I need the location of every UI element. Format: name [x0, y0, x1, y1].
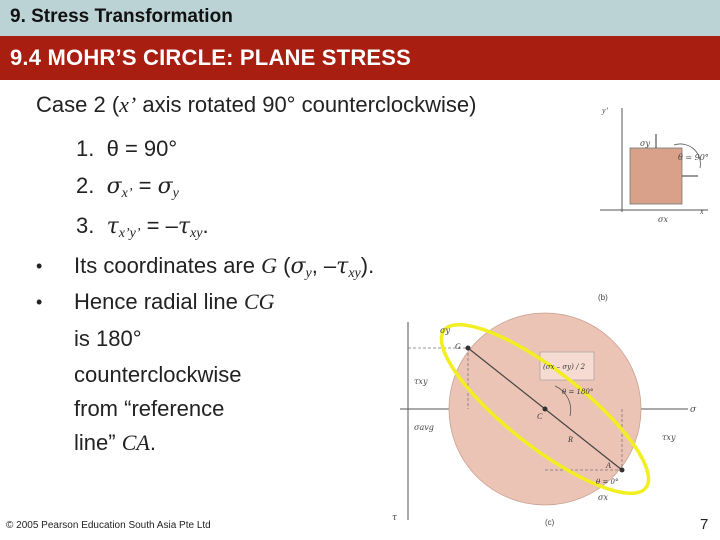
radius-label: R [568, 435, 573, 444]
axis-x-label: x [700, 207, 704, 216]
point-c-label: C [537, 412, 543, 421]
bullet-1-tau-sub: xy [348, 266, 361, 281]
copyright-notice: © 2005 Pearson Education South Asia Pte Ltd [6, 520, 211, 531]
axis-y-label: y’ [602, 106, 609, 115]
item-2-eq: = [132, 173, 158, 198]
item-2-rhs: σ [157, 174, 173, 199]
bullet-1-close: ). [360, 253, 375, 278]
bullet-2-text: Hence radial line [74, 289, 244, 314]
bullet-1-mid: , – [311, 253, 337, 278]
item-1-number: 1. [76, 136, 95, 161]
item-3-eq: = – [140, 213, 178, 238]
item-3-end: . [202, 213, 209, 238]
bullet-1-tau: τ [336, 254, 349, 279]
slide-title: 9.4 MOHR’S CIRCLE: PLANE STRESS [10, 45, 412, 70]
point-g-label: G [455, 342, 461, 351]
point-g-dot [466, 346, 471, 351]
bullet-1-open: ( [277, 253, 291, 278]
bullet-2-line-2: is 180° [74, 326, 142, 351]
bullet-1-sigma: σ [290, 254, 306, 279]
bullet-2-line-4: from “reference [74, 396, 225, 421]
case-prefix: Case 2 ( [36, 92, 120, 117]
tau-axis-label: τ [392, 513, 397, 523]
sigma-x-label-c: σx [598, 493, 608, 502]
bullet-1-sigma-sub: y [305, 266, 312, 281]
item-3-rhs: τ [177, 214, 191, 239]
item-3-lhs: τ [106, 214, 119, 239]
case-var: x’ [119, 92, 137, 117]
tau-xy-bottom-label: τxy [662, 433, 676, 442]
sigma-axis-label: σ [690, 405, 697, 415]
item-3-rhs-sub: xy [190, 226, 203, 241]
sigma-y-label-c: σy [440, 326, 450, 335]
figure-c-label: (c) [545, 518, 555, 527]
angle-0-label: θ = 0° [596, 478, 619, 486]
half-diff-label: (σx – σy) / 2 [543, 363, 586, 371]
sigma-avg-label: σavg [414, 423, 434, 432]
sigma-x-label-b: σx [658, 215, 668, 224]
item-3-lhs-sub: x’y’ [118, 226, 141, 241]
bullet-1-var: G [261, 253, 277, 278]
page-number: 7 [700, 516, 709, 533]
bullet-2-line-5-var: CA [121, 430, 150, 455]
point-a-label: A [606, 461, 611, 470]
mohr-circle-figure [392, 300, 697, 527]
figure-b-label: (b) [598, 293, 608, 302]
bullet-1-marker: • [36, 256, 43, 276]
bullet-2-line-5-end: . [149, 430, 156, 455]
item-2-number: 2. [76, 173, 95, 198]
item-2-lhs-sub: x’ [121, 186, 133, 201]
point-a-dot [620, 468, 625, 473]
item-2-lhs: σ [106, 174, 122, 199]
case-suffix: axis rotated 90° counterclockwise) [136, 92, 477, 117]
bullet-2-var: CG [243, 289, 275, 314]
angle-180-label: θ = 180° [562, 388, 594, 396]
bullet-2-marker: • [36, 292, 43, 312]
bullet-1-text: Its coordinates are [74, 253, 262, 278]
bullet-2-line-3: counterclockwise [74, 362, 242, 387]
stress-element [630, 148, 682, 204]
bullet-2-line-5-pre: line” [74, 430, 122, 455]
stress-element-figure [598, 106, 709, 302]
sigma-y-label-b: σy [640, 139, 650, 148]
item-3-number: 3. [76, 213, 95, 238]
point-c-dot [543, 407, 548, 412]
item-1-text: θ = 90° [106, 136, 178, 161]
section-title: 9. Stress Transformation [10, 6, 233, 27]
item-2-rhs-sub: y [172, 186, 179, 201]
tau-xy-top-label: τxy [414, 377, 428, 386]
theta-label-b: θ = 90° [678, 153, 709, 162]
